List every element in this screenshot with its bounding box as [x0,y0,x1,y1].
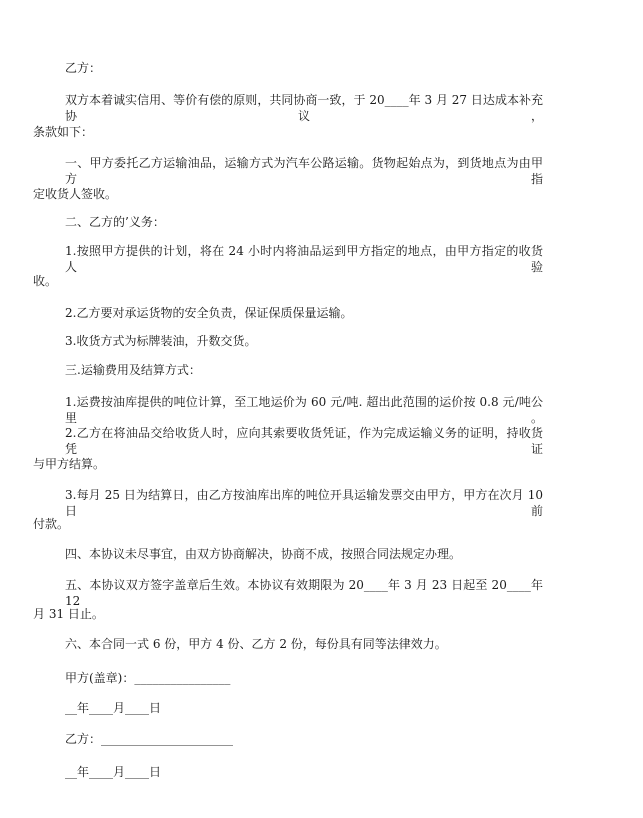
clause-3-item-2-line-1: 2.乙方在将油品交给收货人时，应向其索要收货凭证，作为完成运输义务的证明，持收货凭证 [65,426,543,456]
clause-2-title: 二、乙方的’义务： [65,215,165,229]
clause-5-line-1: 五、本协议双方签字盖章后生效。本协议有效期限为 20____年 3 月 23 日起至 20____年 12 [65,578,543,608]
clause-6: 六、本合同一式 6 份，甲方 4 份、乙方 2 份，每份具有同等法律效力。 [65,637,447,651]
intro-paragraph-line-2: 条款如下： [33,125,94,139]
signature-date-b: __年____月____日 [65,765,162,779]
clause-2-item-1-line-1: 1.按照甲方提供的计划，将在 24 小时内将油品运到甲方指定的地点，由甲方指定的收货人验 [65,244,543,274]
intro-paragraph-line-1: 双方本着诚实信用、等价有偿的原则，共同协商一致，于 20____年 3 月 27 日达成本补充协议， [65,93,543,123]
clause-3-title: 三.运输费用及结算方式： [65,363,201,377]
clause-3-item-3-line-2: 付款。 [33,517,70,531]
clause-3-item-1: 1.运费按油库提供的吨位计算，至工地运价为 60 元/吨. 超出此范围的运价按 0.8 元/吨公里。 [65,395,543,425]
clause-3-item-3-line-1: 3.每月 25 日为结算日，由乙方按油库出库的吨位开具运输发票交由甲方，甲方在次月 10 日前 [65,488,543,518]
clause-2-item-2: 2.乙方要对承运货物的安全负责，保证保质保量运输。 [65,306,353,320]
clause-2-item-3: 3.收货方式为标牌装油，升数交货。 [65,334,257,348]
party-b-header: 乙方： [65,61,102,75]
clause-5-line-2: 月 31 日止。 [33,607,104,621]
signature-party-b: 乙方：______________________ [65,732,234,746]
clause-4: 四、本协议未尽事宜，由双方协商解决，协商不成，按照合同法规定办理。 [65,547,462,561]
clause-1-line-2: 定收货人签收。 [33,187,118,201]
clause-1-line-1: 一、甲方委托乙方运输油品，运输方式为汽车公路运输。货物起始点为，到货地点为由甲方指 [65,156,543,186]
signature-date-a: __年____月____日 [65,701,162,715]
clause-2-item-1-line-2: 收。 [33,274,58,288]
signature-party-a: 甲方(盖章)：________________ [65,671,231,685]
clause-3-item-2-line-2: 与甲方结算。 [33,457,106,471]
